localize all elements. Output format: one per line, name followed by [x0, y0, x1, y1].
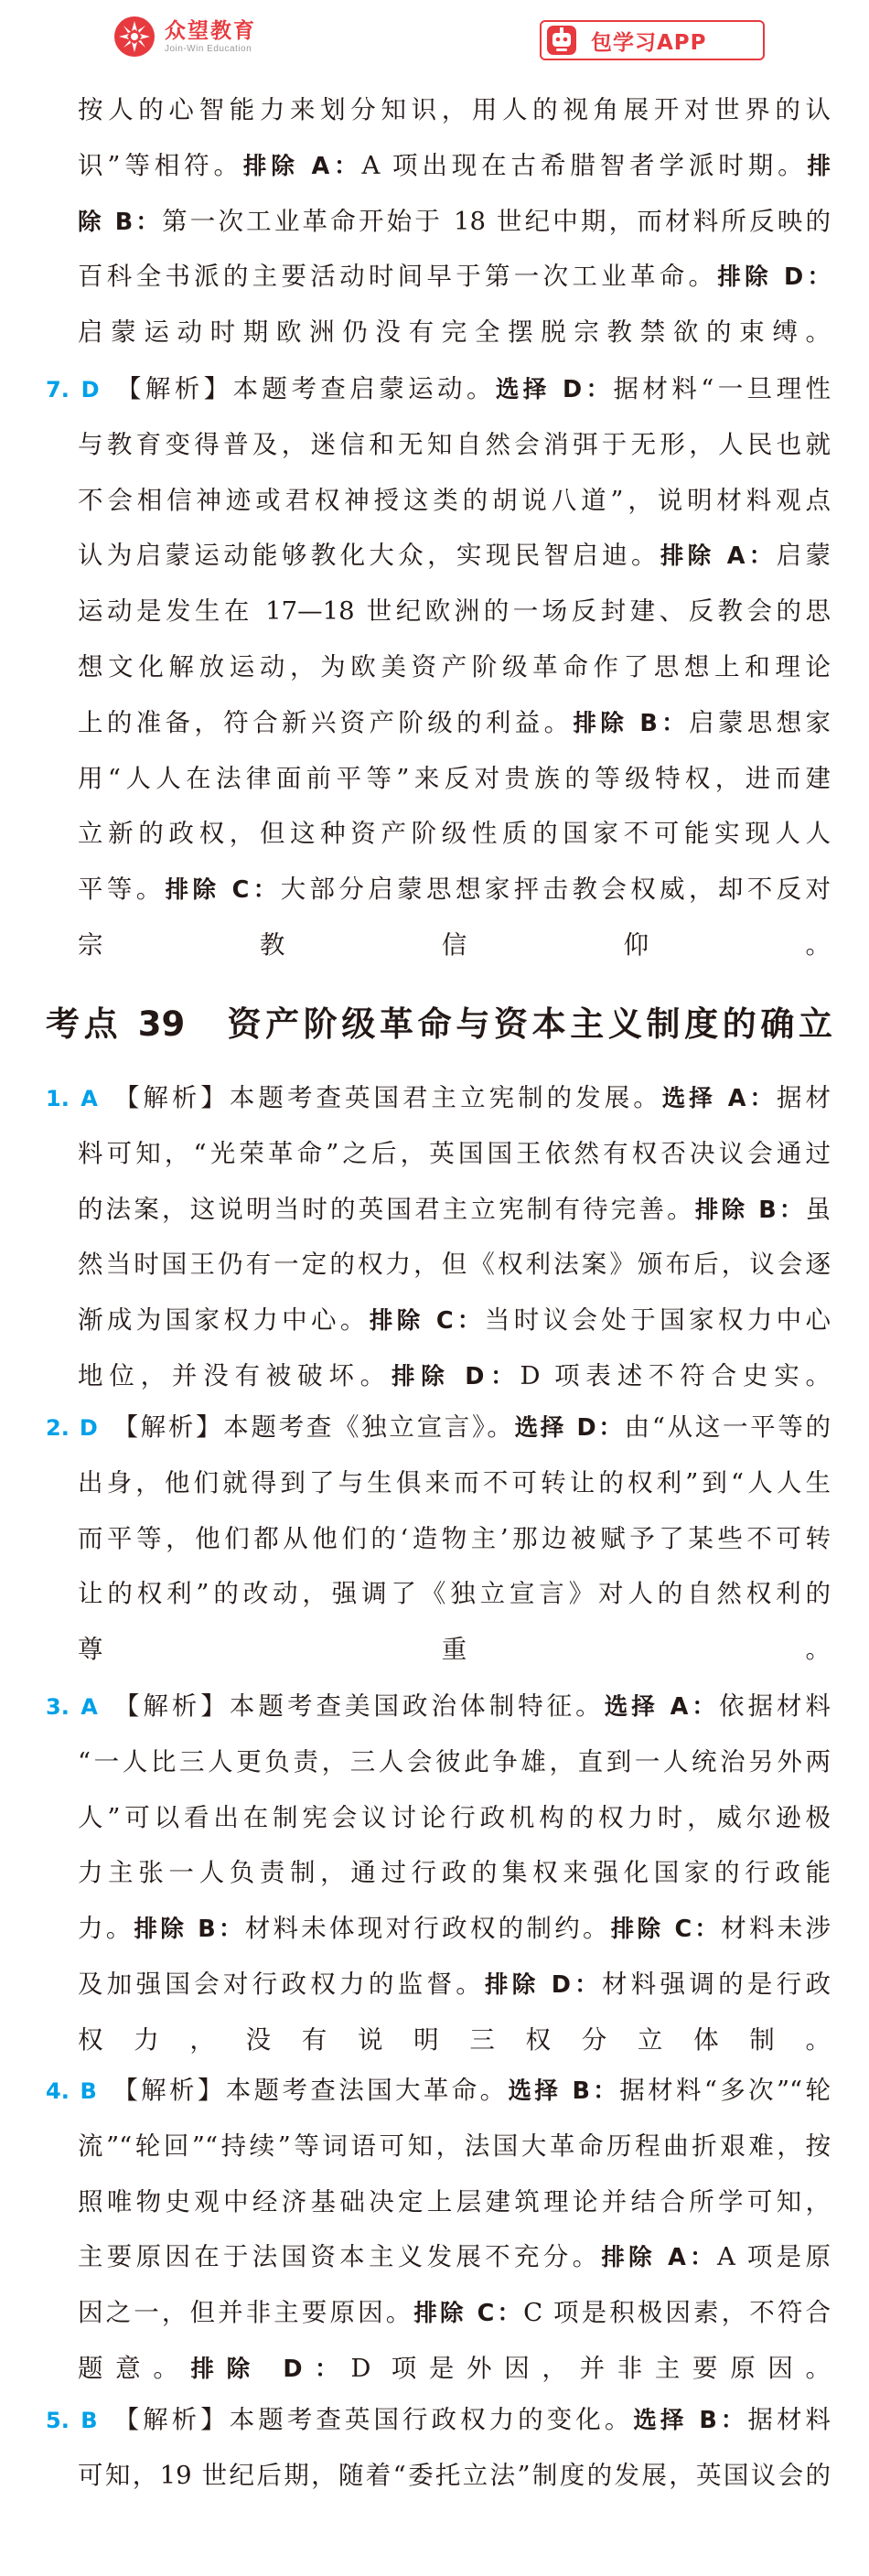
text-line — [78, 91, 831, 128]
text-line — [78, 1358, 831, 1394]
text-line — [78, 593, 831, 629]
text-segment: 料可知，“光荣革命”之后，英国国王依然有权否决议会通过 — [78, 1139, 831, 1168]
text-line — [78, 1575, 831, 1612]
answer-keyword: 排除 A： — [660, 542, 777, 570]
text-segment: 流”“轮回”“持续”等词语可知，法国大革命历程曲折艰难，按 — [78, 2131, 831, 2161]
logo-english-name: Join-Win Education — [165, 44, 252, 54]
answer-keyword: 排除 B： — [573, 710, 690, 737]
text-line — [78, 2457, 831, 2494]
text-segment: 尊重。 — [78, 1635, 831, 1664]
text-line — [78, 2022, 831, 2058]
text-segment: 人”可以看出在制宪会议讨论行政机构的权力时，威尔逊极 — [78, 1803, 831, 1832]
answer-keyword: 排除 C： — [610, 1916, 722, 1943]
text-segment: 平等。 — [78, 875, 166, 904]
text-segment: 宗教信仰。 — [78, 930, 831, 960]
text-line — [78, 2294, 831, 2331]
answer-keyword: 排除 D： — [391, 1363, 520, 1390]
text-line — [78, 1744, 831, 1780]
text-segment: 据材料“多次”“轮 — [619, 2076, 831, 2105]
text-line — [78, 2238, 831, 2275]
text-segment: 【解析】本题考查英国行政权力的变化。 — [110, 2405, 634, 2434]
text-segment: 材料未涉 — [721, 1914, 831, 1943]
text-segment: 当时议会处于国家权力中心 — [484, 1305, 831, 1335]
text-segment: 及加强国会对行政权力的监督。 — [78, 1970, 486, 1999]
text-line — [78, 1246, 831, 1283]
text-line — [78, 704, 831, 741]
text-segment: 材料未体现对行政权的制约。 — [244, 1914, 611, 1943]
answer-keyword: 选择 B： — [633, 2407, 748, 2434]
text-line — [78, 2128, 831, 2164]
answer-keyword: 排除 D： — [717, 263, 831, 291]
answer-keyword: 选择 A： — [661, 1085, 777, 1112]
text-segment: 用“人人在法律面前平等”来反对贵族的等级特权，进而建 — [78, 764, 831, 793]
text-line — [78, 760, 831, 797]
text-segment: 【解析】本题考查《独立宣言》。 — [110, 1412, 515, 1442]
text-line — [78, 815, 831, 852]
text-segment: D 项是外因，并非主要原因。 — [350, 2354, 831, 2383]
section-title: 考点 39 资产阶级革命与资本主义制度的确立 — [46, 1004, 832, 1044]
text-segment: 【解析】本题考查启蒙运动。 — [112, 374, 496, 403]
text-segment: 让的权利”的改动，强调了《独立宣言》对人的自然权利的 — [78, 1579, 831, 1608]
text-segment: 大部分启蒙思想家抨击教会权威，却不反对 — [280, 875, 831, 904]
text-segment: C 项是积极因素，不符合 — [523, 2298, 831, 2327]
text-segment: 百科全书派的主要活动时间早于第一次工业革命。 — [78, 262, 718, 291]
text-line — [78, 1191, 831, 1228]
text-line — [78, 871, 831, 907]
text-line — [46, 370, 831, 407]
text-segment: 力。 — [78, 1914, 134, 1943]
text-segment: 权力，没有说明三权分立体制。 — [78, 2025, 831, 2055]
brand-logo — [113, 11, 256, 62]
text-segment: 虽 — [805, 1195, 831, 1224]
text-segment: 可知，19 世纪后期，随着“委托立法”制度的发展，英国议会的 — [78, 2461, 831, 2490]
answer-keyword: 排 — [807, 153, 831, 180]
text-segment: 题意。 — [78, 2354, 191, 2383]
text-segment: 【解析】本题考查英国君主立宪制的发展。 — [110, 1083, 662, 1112]
app-download-badge[interactable] — [540, 20, 765, 60]
answer-keyword: 排除 D： — [485, 1971, 602, 1999]
text-line — [78, 1631, 831, 1668]
text-segment: 【解析】本题考查法国大革命。 — [109, 2076, 509, 2105]
text-segment: 材料强调的是行政 — [602, 1970, 831, 1999]
text-segment: 然当时国王仍有一定的权力，但《权利法案》颁布后，议会逐 — [78, 1250, 831, 1279]
text-line — [78, 1465, 831, 1501]
text-line — [78, 2184, 831, 2220]
text-segment: 主要原因在于法国资本主义发展不充分。 — [78, 2242, 602, 2271]
text-segment: 与教育变得普及，迷信和无知自然会消弭于无形，人民也就 — [78, 430, 831, 459]
text-segment: 认为启蒙运动能够教化大众，实现民智启迪。 — [78, 541, 660, 570]
text-line — [46, 2401, 831, 2438]
text-segment: A 项出现在古希腊智者学派时期。 — [361, 151, 808, 180]
text-line — [78, 426, 831, 463]
text-line — [78, 649, 831, 685]
text-line — [78, 258, 831, 295]
answer-number: 5. B — [46, 2408, 98, 2433]
text-segment: 照唯物史观中经济基础决定上层建筑理论并结合所学可知， — [78, 2187, 831, 2216]
text-segment: 据材料“一旦理性 — [613, 374, 831, 403]
text-segment: A 项是原 — [716, 2242, 831, 2271]
text-segment: 渐成为国家权力中心。 — [78, 1305, 370, 1335]
answer-keyword: 选择 D： — [495, 376, 614, 403]
text-line — [78, 1302, 831, 1338]
text-line — [78, 1854, 831, 1891]
app-badge-label: 包学习APP — [591, 30, 707, 55]
answer-keyword: 排除 D： — [190, 2356, 351, 2383]
answer-number: 1. A — [46, 1086, 98, 1111]
text-line — [78, 1799, 831, 1836]
text-line — [46, 1688, 831, 1724]
text-line — [78, 537, 831, 574]
text-line — [46, 1409, 831, 1445]
text-line — [78, 1135, 831, 1172]
text-segment: 按人的心智能力来划分知识，用人的视角展开对世界的认 — [78, 95, 831, 124]
text-segment: 而平等，他们都从他们的‘造物主’那边被赋予了某些不可转 — [78, 1524, 831, 1553]
text-line — [78, 314, 831, 350]
page-header — [0, 0, 869, 73]
answer-number: 3. A — [46, 1694, 98, 1720]
answer-number: 7. D — [46, 377, 100, 402]
answer-keyword: 排除 B： — [694, 1197, 806, 1224]
logo-chinese-name: 众望教育 — [165, 19, 256, 43]
text-segment: 上的准备，符合新兴资产阶级的利益。 — [78, 708, 574, 737]
answer-keyword: 选择 A： — [604, 1693, 719, 1721]
text-line — [78, 203, 831, 240]
text-segment: 据材 — [776, 1083, 831, 1112]
answer-number: 4. B — [46, 2078, 97, 2104]
text-segment: 据材料 — [747, 2405, 831, 2434]
text-segment: 识”等相符。 — [78, 151, 243, 180]
answer-keyword: 排除 C： — [413, 2300, 524, 2327]
text-segment: 出身，他们就得到了与生俱来而不可转让的权利”到“人人生 — [78, 1468, 831, 1497]
text-segment: 力主张一人负责制，通过行政的集权来强化国家的行政能 — [78, 1858, 831, 1887]
text-segment: 运动是发生在 17—18 世纪欧洲的一场反封建、反教会的思 — [78, 596, 831, 626]
text-line — [78, 482, 831, 519]
text-segment: 想文化解放运动，为欧美资产阶级革命作了思想上和理论 — [78, 652, 831, 682]
text-line — [78, 927, 831, 963]
answer-keyword: 排除 A： — [242, 153, 362, 180]
text-segment: 立新的政权，但这种资产阶级性质的国家不可能实现人人 — [78, 819, 831, 848]
answer-number: 2. D — [46, 1415, 98, 1441]
text-line — [46, 1079, 831, 1116]
answer-keyword: 选择 D： — [514, 1414, 625, 1442]
text-segment: 由“从这一平等的 — [624, 1412, 831, 1442]
text-segment: 第一次工业革命开始于 18 世纪中期，而材料所反映的 — [162, 207, 831, 236]
text-segment: 依据材料 — [718, 1691, 831, 1721]
text-segment: 启蒙思想家 — [689, 708, 831, 737]
text-line — [78, 1520, 831, 1557]
text-line — [78, 1910, 831, 1947]
text-segment: D 项表述不符合史实。 — [520, 1361, 831, 1390]
text-line — [78, 147, 831, 184]
text-segment: 因之一，但并非主要原因。 — [78, 2298, 414, 2327]
text-segment: 不会相信神迹或君权神授这类的胡说八道”，说明材料观点 — [78, 486, 831, 515]
answer-keyword: 排除 B： — [134, 1916, 245, 1943]
logo-emblem-icon — [113, 16, 156, 58]
text-line — [46, 2072, 831, 2109]
text-segment: 启蒙 — [776, 541, 831, 570]
text-line — [78, 1966, 831, 2002]
text-segment: 地位，并没有被破坏。 — [78, 1361, 392, 1390]
answer-keyword: 排除 C： — [165, 876, 281, 904]
text-segment: 【解析】本题考查美国政治体制特征。 — [110, 1691, 605, 1721]
answer-keyword: 选择 B： — [508, 2077, 620, 2105]
text-segment: 的法案，这说明当时的英国君主立宪制有待完善。 — [78, 1195, 695, 1224]
robot-mascot-icon — [545, 24, 578, 57]
text-segment: “一人比三人更负责，三人会彼此争雄，直到一人统治另外两 — [78, 1747, 831, 1776]
answer-keyword: 排除 A： — [601, 2244, 717, 2271]
answer-keyword: 排除 C： — [369, 1307, 485, 1335]
text-line — [78, 2350, 831, 2387]
text-segment: 启蒙运动时期欧洲仍没有完全摆脱宗教禁欲的束缚。 — [78, 317, 831, 347]
answer-keyword: 除 B： — [78, 209, 163, 236]
